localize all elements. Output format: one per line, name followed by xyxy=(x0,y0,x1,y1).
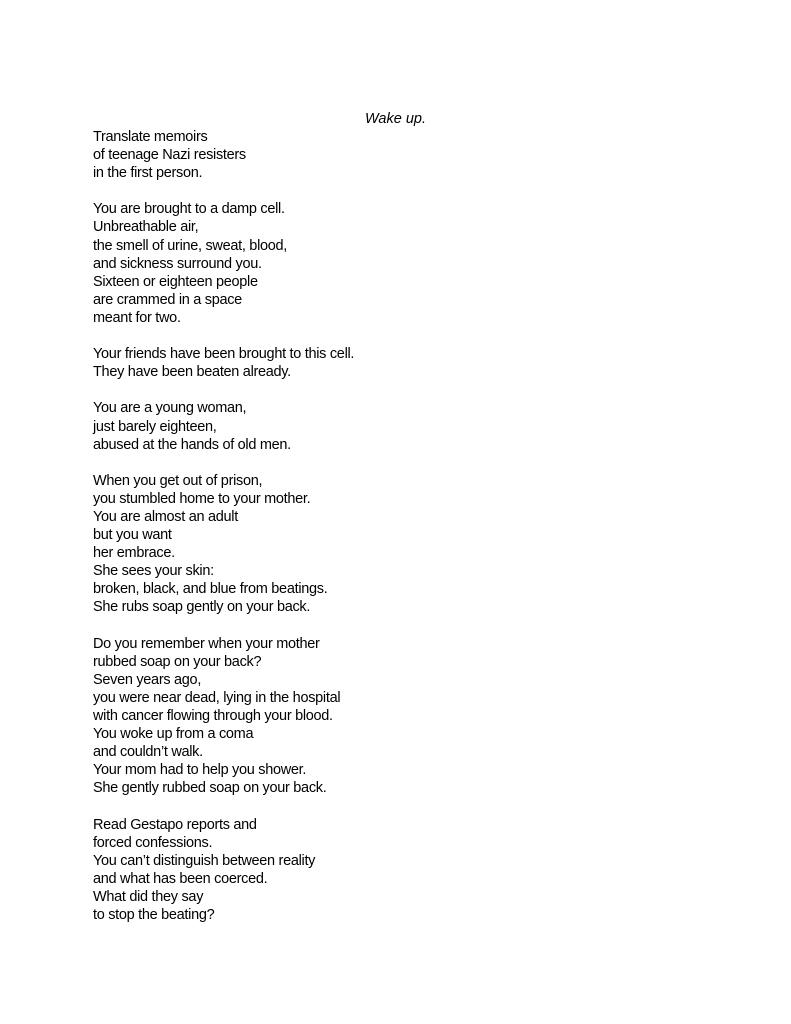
poem-line: Your mom had to help you shower. xyxy=(93,762,307,779)
poem-line: abused at the hands of old men. xyxy=(93,436,291,453)
poem-line: Your friends have been brought to this cell. xyxy=(93,346,355,363)
poem-line: but you want xyxy=(93,527,172,544)
poem-line: you were near dead, lying in the hospital xyxy=(93,689,341,706)
poem-line: and what has been coerced. xyxy=(93,870,268,887)
poem-line: in the first person. xyxy=(93,165,203,182)
poem-line: broken, black, and blue from beatings. xyxy=(93,581,328,598)
poem-line: What did they say xyxy=(93,888,204,905)
poem-line: the smell of urine, sweat, blood, xyxy=(93,237,288,254)
poem-line: meant for two. xyxy=(93,309,181,326)
poem-line: and sickness surround you. xyxy=(93,255,262,272)
poem-body xyxy=(93,128,733,942)
poem-line: You are brought to a damp cell. xyxy=(93,201,285,218)
poem-line: She sees your skin: xyxy=(93,563,214,580)
poem-line: rubbed soap on your back? xyxy=(93,653,262,670)
poem-line: You are almost an adult xyxy=(93,508,238,525)
poem-line: She rubs soap gently on your back. xyxy=(93,599,311,616)
poem-line: When you get out of prison, xyxy=(93,472,263,489)
poem-line: Unbreathable air, xyxy=(93,219,199,236)
stanza xyxy=(93,200,733,327)
poem-line: She gently rubbed soap on your back. xyxy=(93,780,327,797)
poem-line: You can’t distinguish between reality xyxy=(93,852,316,869)
poem-line: just barely eighteen, xyxy=(93,418,217,435)
stanza xyxy=(93,399,733,453)
poem-line: Seven years ago, xyxy=(93,671,202,688)
stanza xyxy=(93,816,733,925)
stanza xyxy=(93,472,733,617)
poem-line: of teenage Nazi resisters xyxy=(93,147,246,164)
stanza xyxy=(93,128,733,182)
poem-line: You woke up from a coma xyxy=(93,726,254,743)
stanza xyxy=(93,345,733,381)
poem-title-text: Wake up. xyxy=(365,111,426,127)
stanza xyxy=(93,635,733,798)
poem-line: are crammed in a space xyxy=(93,291,242,308)
poem-line: You are a young woman, xyxy=(93,400,247,417)
poem-line: Translate memoirs xyxy=(93,129,208,145)
poem-line: forced confessions. xyxy=(93,834,213,851)
poem-line: Read Gestapo reports and xyxy=(93,816,257,833)
poem-line: with cancer flowing through your blood. xyxy=(93,708,333,724)
poem-line: to stop the beating? xyxy=(93,907,215,924)
poem-title xyxy=(0,110,791,128)
poem-line: Do you remember when your mother xyxy=(93,635,320,652)
poem-line: and couldn’t walk. xyxy=(93,744,203,761)
poem-line: Sixteen or eighteen people xyxy=(93,273,258,290)
poem-line: her embrace. xyxy=(93,545,175,562)
poem-line: They have been beaten already. xyxy=(93,364,291,381)
poem-line: you stumbled home to your mother. xyxy=(93,490,311,507)
